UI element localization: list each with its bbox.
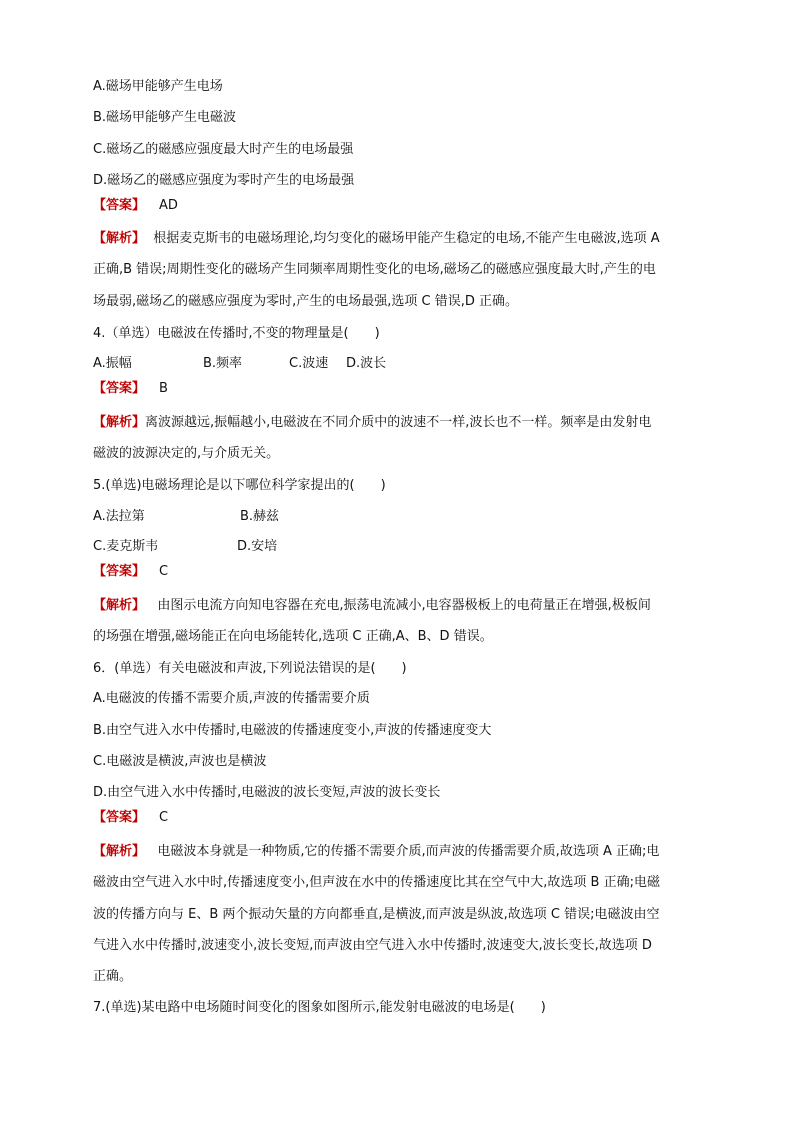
q4-option-c: C.波速 xyxy=(289,356,329,371)
q4-option-a: A.振幅 xyxy=(93,356,132,371)
q5-option-a: A.法拉第 xyxy=(93,509,145,524)
q6-answer xyxy=(93,808,168,828)
q5-options-row2 xyxy=(93,537,277,557)
answer-value: B xyxy=(159,381,168,396)
q7-stem: 7.(单选)某电路中电场随时间变化的图象如图所示,能发射电磁波的电场是( ) xyxy=(93,1000,546,1015)
q3-explanation-line2: 正确,B 错误;周期性变化的磁场产生同频率周期性变化的电场,磁场乙的磁感应强度最大时,产生的电 xyxy=(93,262,656,277)
q5-option-b: B.赫兹 xyxy=(240,509,280,524)
q6-explanation-line3: 波的传播方向与 E、B 两个振动矢量的方向都垂直,是横波,而声波是纵波,故选项 C 错误;电磁波由空 xyxy=(93,907,660,922)
answer-tag: 【答案】 xyxy=(93,810,146,825)
q5-explanation-line1 xyxy=(93,596,651,616)
explanation-text: 离波源越远,振幅越小,电磁波在不同介质中的波速不一样,波长也不一样。频率是由发射电 xyxy=(145,415,652,430)
explanation-tag: 【解析】 xyxy=(93,844,146,859)
q6-explanation-line4: 气进入水中传播时,波速变小,波长变短,而声波由空气进入水中传播时,波速变大,波长变长,故选项 D xyxy=(93,938,652,953)
q4-explanation-line1 xyxy=(93,413,651,433)
q4-option-b: B.频率 xyxy=(203,356,243,371)
q3-explanation-line3: 场最弱,磁场乙的磁感应强度为零时,产生的电场最强,选项 C 错误,D 正确。 xyxy=(93,294,519,309)
q6-option-a: A.电磁波的传播不需要介质,声波的传播需要介质 xyxy=(93,691,370,706)
q6-option-d: D.由空气进入水中传播时,电磁波的波长变短,声波的波长变长 xyxy=(93,785,441,800)
answer-value: AD xyxy=(159,198,178,213)
explanation-tag: 【解析】 xyxy=(93,231,146,246)
explanation-tag: 【解析】 xyxy=(93,415,146,430)
explanation-text: 电磁波本身就是一种物质,它的传播不需要介质,而声波的传播需要介质,故选项 A 正确;电 xyxy=(157,844,660,859)
q3-explanation-line1 xyxy=(93,229,660,249)
answer-tag: 【答案】 xyxy=(93,564,146,579)
q5-options-row1 xyxy=(93,507,279,527)
q3-option-a: A.磁场甲能够产生电场 xyxy=(93,79,223,94)
q5-answer xyxy=(93,562,168,582)
explanation-text: 由图示电流方向知电容器在充电,振荡电流减小,电容器极板上的电荷量正在增强,极板间 xyxy=(157,598,651,613)
q3-option-d: D.磁场乙的磁感应强度为零时产生的电场最强 xyxy=(93,173,355,188)
q4-stem: 4.（单选）电磁波在传播时,不变的物理量是( ) xyxy=(93,326,380,341)
q6-option-b: B.由空气进入水中传播时,电磁波的传播速度变小,声波的传播速度变大 xyxy=(93,723,492,738)
q4-option-d: D.波长 xyxy=(346,356,387,371)
q6-stem: 6．(单选）有关电磁波和声波,下列说法错误的是( ) xyxy=(93,661,407,676)
explanation-tag: 【解析】 xyxy=(93,598,146,613)
explanation-text: 根据麦克斯韦的电磁场理论,均匀变化的磁场甲能产生稳定的电场,不能产生电磁波,选项 A xyxy=(153,231,660,246)
answer-tag: 【答案】 xyxy=(93,381,146,396)
q6-option-c: C.电磁波是横波,声波也是横波 xyxy=(93,754,267,769)
answer-value: C xyxy=(159,564,169,579)
q6-explanation-line5: 正确。 xyxy=(93,969,133,984)
q3-option-c: C.磁场乙的磁感应强度最大时产生的电场最强 xyxy=(93,142,354,157)
q5-stem: 5.(单选)电磁场理论是以下哪位科学家提出的( ) xyxy=(93,478,386,493)
q6-explanation-line1 xyxy=(93,842,659,862)
q4-options xyxy=(93,354,386,374)
q5-option-d: D.安培 xyxy=(237,539,278,554)
answer-value: C xyxy=(159,810,169,825)
q6-explanation-line2: 磁波由空气进入水中时,传播速度变小,但声波在水中的传播速度比其在空气中大,故选项 B 正确;电磁 xyxy=(93,875,660,890)
q4-explanation-line2: 磁波的波源决定的,与介质无关。 xyxy=(93,446,280,461)
answer-tag: 【答案】 xyxy=(93,198,146,213)
q3-option-b: B.磁场甲能够产生电磁波 xyxy=(93,110,237,125)
q3-answer xyxy=(93,196,178,216)
q5-explanation-line2: 的场强在增强,磁场能正在向电场能转化,选项 C 正确,A、B、D 错误。 xyxy=(93,629,493,644)
q4-answer xyxy=(93,379,168,399)
q5-option-c: C.麦克斯韦 xyxy=(93,539,159,554)
